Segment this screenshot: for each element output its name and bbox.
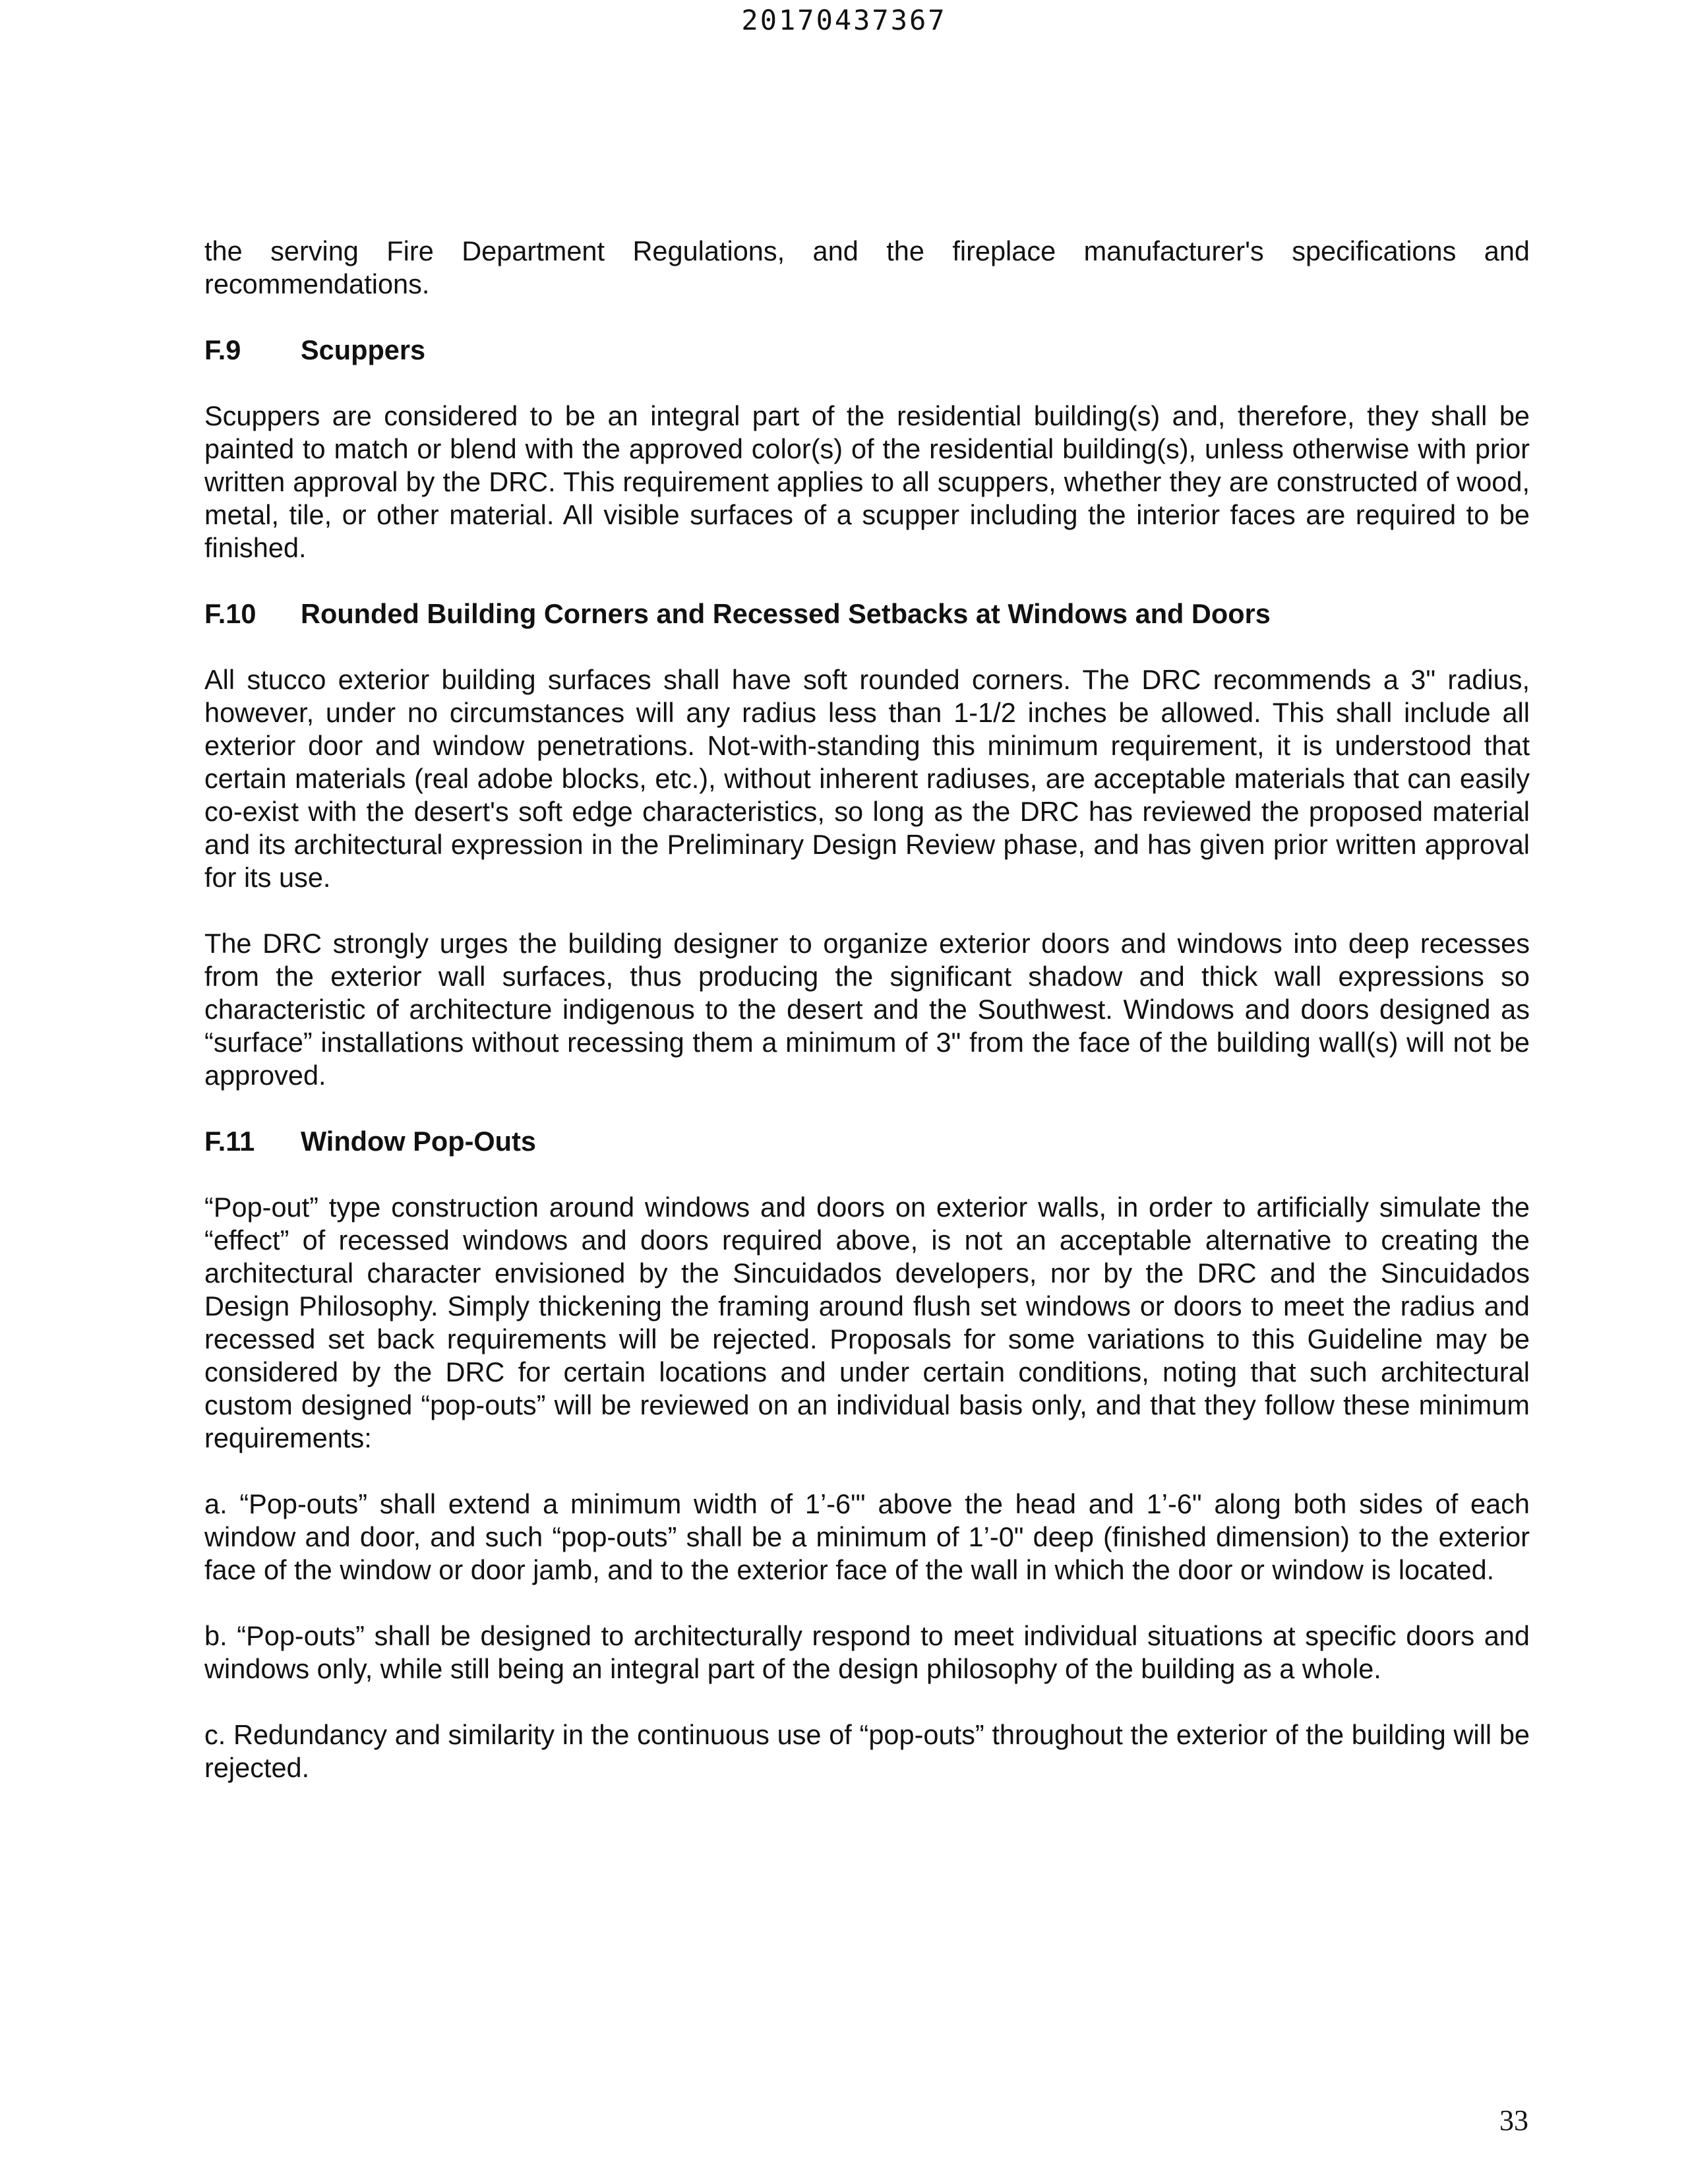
section-number: F.10 bbox=[204, 598, 256, 629]
paragraph: “Pop-out” type construction around windows and doors on exterior walls, in order to artificially simulate the “effect” of recessed windows and doors required above, is not an acceptable alternative to creating the architectural character envisioned by the Sincuidados developers, nor by the DRC and the Sincuidados Design Philosophy. Simply thickening the framing around flush set windows or doors to meet the radius and recessed set back requirements will be rejected. Proposals for some variations to this Guideline may be considered by the DRC for certain locations and under certain conditions, noting that such architectural custom designed “pop-outs” will be reviewed on an individual basis only, and that they follow these minimum requirements: bbox=[204, 1192, 1530, 1453]
section-heading-f11 bbox=[204, 1125, 1530, 1158]
section-title: Scuppers bbox=[301, 334, 426, 365]
section-number: F.11 bbox=[204, 1126, 255, 1157]
document-number: 20170437367 bbox=[741, 4, 947, 36]
page-number: 33 bbox=[1499, 2104, 1528, 2137]
list-item-a: a. “Pop-outs” shall extend a minimum width of 1’-6"' above the head and 1’-6" along both sides of each window and door, and such “pop-outs” shall be a minimum of 1’-0" deep (finished dimension) to the exterior face of the window or door jamb, and to the exterior face of the wall in which the door or window is located. bbox=[204, 1488, 1530, 1585]
paragraph: The DRC strongly urges the building designer to organize exterior doors and windows into deep recesses from the exterior wall surfaces, thus producing the significant shadow and thick wall expressions so characteristic of architecture indigenous to the desert and the Southwest. Windows and doors designed as “surface” installations without recessing them a minimum of 3" from the face of the building wall(s) will not be approved. bbox=[204, 928, 1530, 1091]
list-item-b: b. “Pop-outs” shall be designed to architecturally respond to meet individual situations at specific doors and windows only, while still being an integral part of the design philosophy of the building as a whole. bbox=[204, 1620, 1530, 1684]
document-body bbox=[204, 235, 1530, 1817]
paragraph: Scuppers are considered to be an integral part of the residential building(s) and, therefore, they shall be painted to match or blend with the approved color(s) of the residential building(s), unless otherwise with prior written approval by the DRC. This requirement applies to all scuppers, whether they are constructed of wood, metal, tile, or other material. All visible surfaces of a scupper including the interior faces are required to be finished. bbox=[204, 400, 1530, 563]
section-title: Window Pop-Outs bbox=[301, 1126, 536, 1157]
list-item-c: c. Redundancy and similarity in the continuous use of “pop-outs” throughout the exterior of the building will be rejected. bbox=[204, 1719, 1530, 1783]
paragraph: All stucco exterior building surfaces shall have soft rounded corners. The DRC recommends a 3" radius, however, under no circumstances will any radius less than 1-1/2 inches be allowed. This shall include all exterior door and window penetrations. Not-with-standing this minimum requirement, it is understood that certain materials (real adobe blocks, etc.), without inherent radiuses, are acceptable materials that can easily co-exist with the desert's soft edge characteristics, so long as the DRC has reviewed the proposed material and its architectural expression in the Preliminary Design Review phase, and has given prior written approval for its use. bbox=[204, 664, 1530, 893]
intro-paragraph: the serving Fire Department Regulations, and the fireplace manufacturer's specifications and recommendations. bbox=[204, 235, 1530, 299]
section-number: F.9 bbox=[204, 334, 241, 365]
section-heading-f9 bbox=[204, 334, 1530, 367]
section-heading-f10 bbox=[204, 597, 1530, 630]
section-title: Rounded Building Corners and Recessed Setbacks at Windows and Doors bbox=[301, 598, 1271, 629]
